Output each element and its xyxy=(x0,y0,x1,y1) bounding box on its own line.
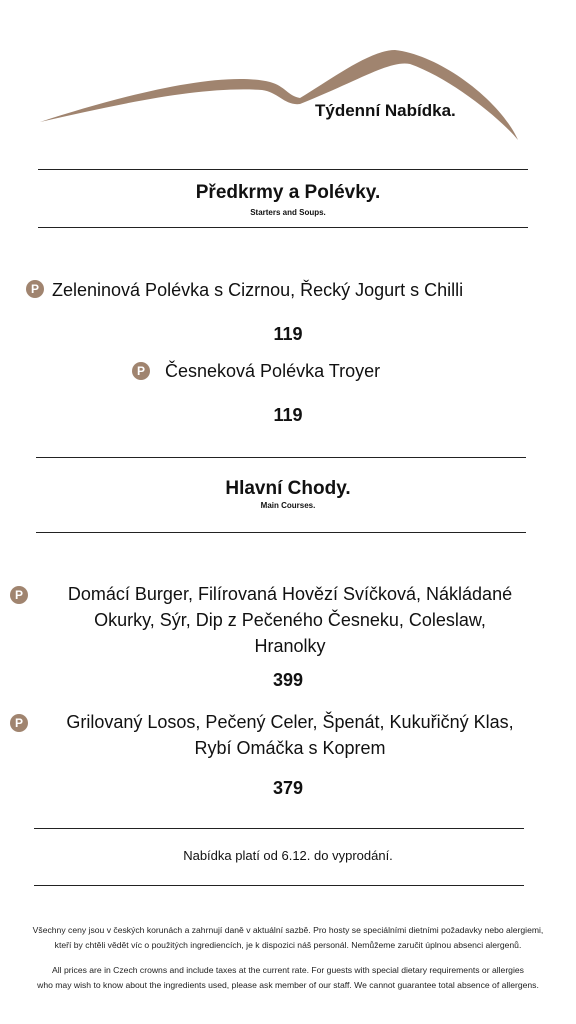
dish-name-line: Rybí Omáčka s Koprem xyxy=(194,738,386,758)
dish-name-line: Grilovaný Losos, Pečený Celer, Špenát, Kukuřičný Klas, xyxy=(66,712,514,732)
dish-price: 379 xyxy=(272,778,304,798)
divider xyxy=(38,227,528,228)
dish-badge-p: P xyxy=(10,714,28,732)
dish-name xyxy=(30,709,550,761)
divider xyxy=(36,532,526,533)
divider xyxy=(34,885,524,886)
page-title: Týdenní Nabídka. xyxy=(315,101,456,120)
dish-name-line: Hranolky xyxy=(254,636,326,656)
divider xyxy=(36,457,526,458)
validity-note: Nabídka platí od 6.12. do vyprodání. xyxy=(183,848,393,863)
footer-line: who may wish to know about the ingredients used, please ask member of our staff. We cannot guarantee total absence of allergens. xyxy=(37,980,539,990)
dish-name-line: Okurky, Sýr, Dip z Pečeného Česneku, Coleslaw, xyxy=(94,610,486,630)
dish-badge-p: P xyxy=(132,362,150,380)
dish-price: 119 xyxy=(273,324,303,344)
section-title-mains: Hlavní Chody. xyxy=(225,478,351,499)
dish-name-line: Domácí Burger, Filírovaná Hovězí Svíčková, Nákládané xyxy=(67,584,513,604)
footer-line: All prices are in Czech crowns and include taxes at the current rate. For guests with special dietary requirements or allergies xyxy=(52,965,524,975)
dish-badge-p: P xyxy=(26,280,44,298)
divider xyxy=(34,828,524,829)
section-title-starters: Předkrmy a Polévky. xyxy=(195,182,381,203)
dish-name xyxy=(30,581,550,659)
footer-note-cz xyxy=(6,923,570,953)
section-subtitle-starters: Starters and Soups. xyxy=(250,208,326,217)
section-subtitle-mains: Main Courses. xyxy=(260,501,316,510)
dish-badge-p: P xyxy=(10,586,28,604)
dish-price: 399 xyxy=(272,670,304,690)
mountain-logo-graphic xyxy=(0,0,576,150)
footer-line: kteří by chtěli vědět víc o použitých ingrediencích, je k dispozici náš personál. Nemůžeme zaručit úplnou absenci alergenů. xyxy=(54,940,522,950)
dish-price: 119 xyxy=(273,405,303,425)
footer-line: Všechny ceny jsou v českých korunách a zahrnují daně v aktuální sazbě. Pro hosty se speciálními dietními požadavky nebo alergiemi, xyxy=(32,925,544,935)
dish-name: Česneková Polévka Troyer xyxy=(165,361,381,381)
footer-note-en xyxy=(6,963,570,993)
divider xyxy=(38,169,528,170)
dish-name: Zeleninová Polévka s Cizrnou, Řecký Jogurt s Chilli xyxy=(52,280,464,300)
